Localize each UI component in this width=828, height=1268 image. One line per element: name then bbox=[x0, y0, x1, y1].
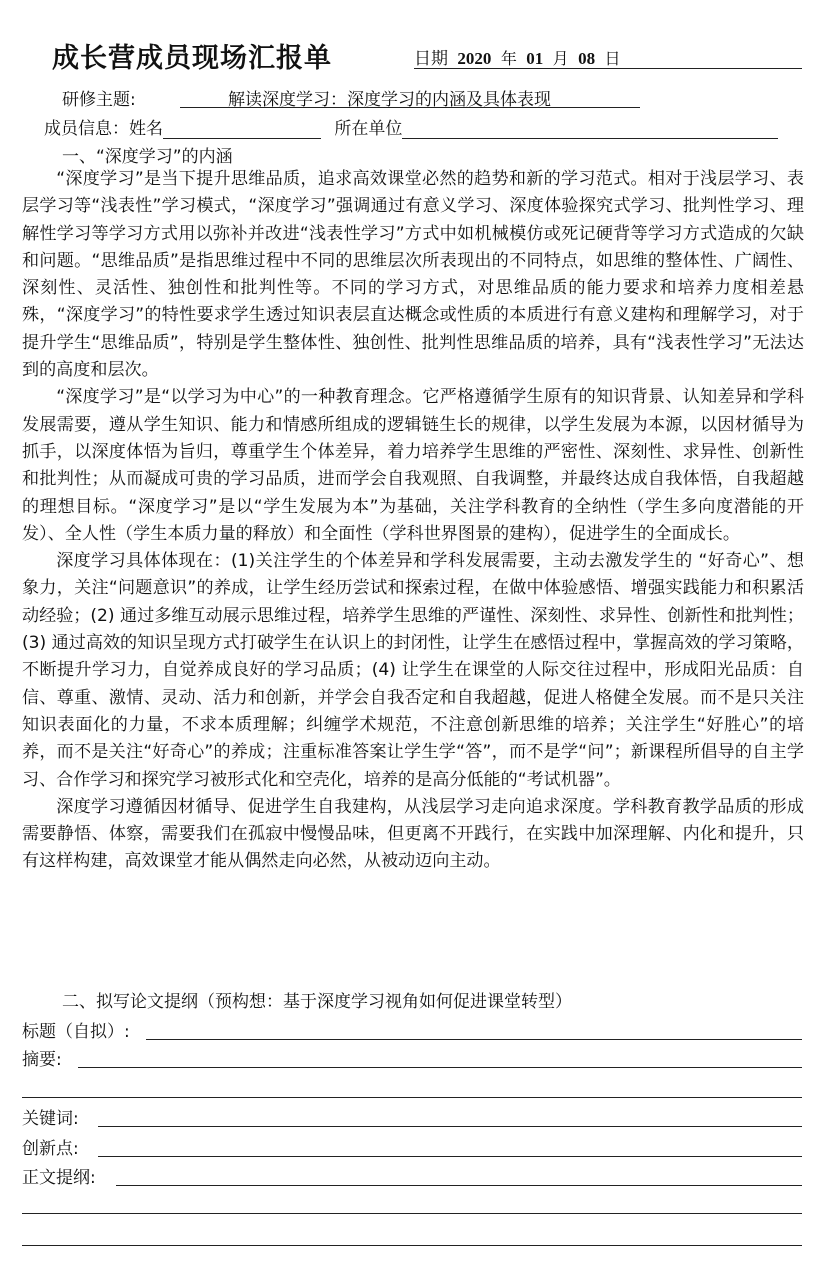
date-month-unit: 月 bbox=[552, 49, 569, 68]
paragraph: 深度学习遵循因材循导、促进学生自我建构，从浅层学习走向追求深度。学科教育教学品质的形成需要静悟、体察，需要我们在孤寂中慢慢品味，但更离不开践行，在实践中加深理解、内化和提升，只有这样构建，高效课堂才能从偶然走向必然，从被动迈向主动。 bbox=[22, 796, 804, 872]
date-year: 2020 bbox=[457, 49, 492, 68]
abstract-label: 摘要: bbox=[22, 1050, 62, 1070]
keywords-field bbox=[22, 1104, 802, 1130]
topic-row bbox=[62, 85, 551, 110]
innovation-label: 创新点: bbox=[22, 1139, 79, 1159]
paragraph: 深度学习具体体现在：(1)关注学生的个体差异和学科发展需要，主动去激发学生的 “好奇心”、想象力，关注“问题意识”的养成，让学生经历尝试和探索过程，在做中体验感悟、增强实践能力和积累活动经验；(2) 通过多维互动展示思维过程，培养学生思维的严谨性、深刻性、求异性、创新性和批判性；(3) 通过高效的知识呈现方式打破学生在认识上的封闭性，让学生在感悟过程中，掌握高效的学习策略，不断提升学习力，自觉养成良好的学习品质；(4) 让学生在课堂的人际交往过程中，形成阳光品质：自信、尊重、激情、灵动、活力和创新，并学会自我否定和自我超越，促进人格健全发展。而不是只关注知识表面化的力量，不求本质理解；纠缠学术规范，不注意创新思维的培养；关注学生“好胜心”的培养，而不是关注“好奇心”的养成；注重标准答案让学生学“答”，而不是学“问”；新课程所倡导的自主学习、合作学习和探究学习被形式化和空壳化，培养的是高分低能的“考试机器”。 bbox=[22, 551, 804, 790]
date-field bbox=[414, 44, 802, 69]
abstract-input[interactable] bbox=[78, 1067, 802, 1068]
paragraph: “深度学习”是“以学习为中心”的一种教育理念。它严格遵循学生原有的知识背景、认知差异和学科发展需要，遵从学生知识、能力和情感所组成的逻辑链生长的规律，以学生发展为本源，以因材循导为抓手，以深度体悟为旨归，尊重学生个体差异，着力培养学生思维的严密性、深刻性、求异性、创新性和批判性；从而凝成可贵的学习品质，进而学会自我观照、自我调整，并最终达成自我体悟，自我超越的理想目标。“深度学习”是以“学生发展为本”为基础，关注学科教育的全纳性（学生多向度潜能的开发）、全人性（学生本质力量的释放）和全面性（学科世界图景的建构），促进学生的全面成长。 bbox=[22, 387, 804, 544]
innovation-input[interactable] bbox=[98, 1156, 802, 1157]
header bbox=[52, 36, 802, 74]
keywords-label: 关键词: bbox=[22, 1109, 79, 1129]
topic-label: 研修主题: bbox=[62, 90, 136, 110]
outline-label: 正文提纲: bbox=[22, 1168, 96, 1188]
member-name-input[interactable] bbox=[163, 118, 321, 139]
member-info-row bbox=[44, 114, 804, 138]
keywords-input[interactable] bbox=[98, 1126, 802, 1127]
date-label: 日期 bbox=[414, 49, 448, 69]
title-field bbox=[22, 1017, 802, 1043]
title-input[interactable] bbox=[146, 1039, 802, 1040]
section-1-heading: 一、“深度学习”的内涵 bbox=[62, 147, 233, 167]
outline-field bbox=[22, 1163, 802, 1189]
topic-value[interactable]: 解读深度学习：深度学习的内涵及具体表现 bbox=[180, 85, 640, 108]
member-unit-input[interactable] bbox=[402, 118, 778, 139]
date-month: 01 bbox=[526, 49, 544, 68]
outline-input[interactable] bbox=[116, 1185, 802, 1186]
outline-extra-line[interactable] bbox=[22, 1213, 802, 1214]
member-unit-label: 所在单位 bbox=[334, 119, 403, 139]
section-1-body bbox=[22, 166, 804, 876]
abstract-extra-line[interactable] bbox=[22, 1097, 802, 1098]
member-name-label: 成员信息：姓名 bbox=[44, 119, 163, 139]
date-year-unit: 年 bbox=[500, 49, 517, 68]
section-2-heading: 二、拟写论文提纲（预构想：基于深度学习视角如何促进课堂转型） bbox=[62, 992, 572, 1012]
date-day: 08 bbox=[578, 49, 596, 68]
outline-extra-line[interactable] bbox=[22, 1245, 802, 1246]
innovation-field bbox=[22, 1134, 802, 1160]
abstract-field bbox=[22, 1045, 802, 1071]
title-label: 标题（自拟）: bbox=[22, 1022, 130, 1042]
date-day-unit: 日 bbox=[604, 49, 621, 68]
paragraph: “深度学习”是当下提升思维品质，追求高效课堂必然的趋势和新的学习范式。相对于浅层学习、表层学习等“浅表性”学习模式，“深度学习”强调通过有意义学习、深度体验探究式学习、批判性学习、理解性学习等学习方式用以弥补并改进“浅表性学习”方式中如机械模仿或死记硬背等学习方式造成的欠缺和问题。“思维品质”是指思维过程中不同的思维层次所表现出的不同特点，如思维的整体性、广阔性、深刻性、灵活性、独创性和批判性等。不同的学习方式，对思维品质的能力要求和培养力度相差悬殊，“深度学习”的特性要求学生透过知识表层直达概念或性质的本质进行有意义建构和理解学习，对于提升学生“思维品质”，特别是学生整体性、独创性、批判性思维品质的培养，具有“浅表性学习”无法达到的高度和层次。 bbox=[22, 169, 804, 381]
page-title: 成长营成员现场汇报单 bbox=[52, 43, 332, 74]
